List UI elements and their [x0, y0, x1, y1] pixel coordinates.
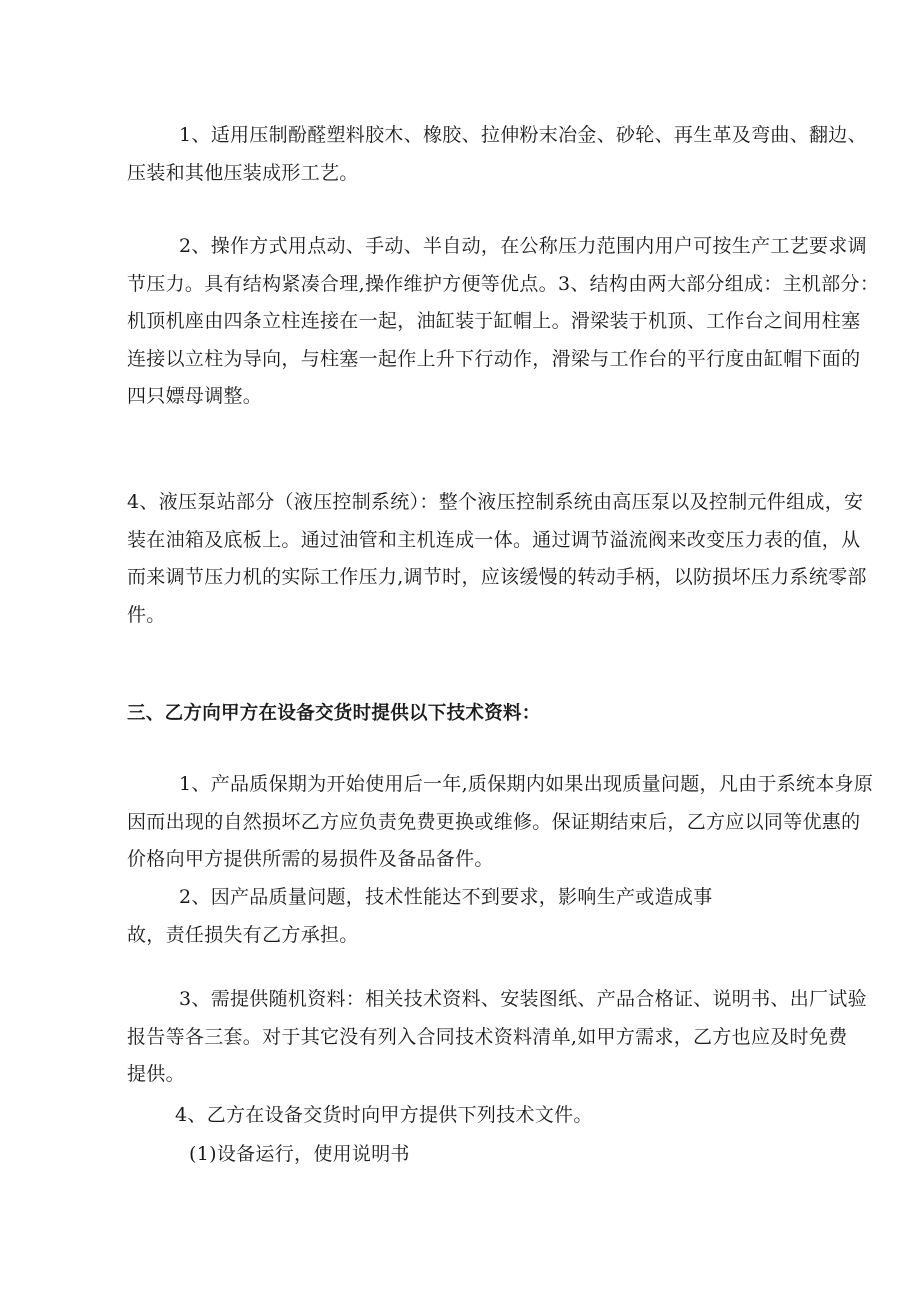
- paragraph-hydraulic-pump: [127, 484, 907, 634]
- text-line: 4、液压泵站部分（液压控制系统）：整个液压控制系统由高压泵以及控制元件组成，安: [127, 491, 864, 513]
- text-line: 3、需提供随机资料：相关技术资料、安装图纸、产品合格证、说明书、出厂试验: [179, 988, 867, 1010]
- text-line: 价格向甲方提供所需的易损件及备品备件。: [127, 848, 494, 870]
- paragraph-technical-files: [127, 1097, 907, 1135]
- section-heading: [127, 695, 907, 733]
- text-line: 报告等各三套。对于其它没有列入合同技术资料清单,如甲方需求，乙方也应及时免费: [127, 1025, 848, 1048]
- text-line: 提供。: [127, 1063, 185, 1085]
- text-line: 因而出现的自然损坏乙方应负责免费更换或维修。保证期结束后，乙方应以同等优惠的: [127, 810, 861, 833]
- text-line: 4、乙方在设备交货时向甲方提供下列技术文件。: [175, 1104, 593, 1126]
- paragraph-application-scope: [127, 117, 907, 192]
- text-line: 而来调节压力机的实际工作压力,调节时，应该缓慢的转动手柄，以防损坏压力系统零部: [127, 566, 867, 588]
- text-line: 件。: [127, 603, 166, 626]
- heading-text: 三、乙方向甲方在设备交货时提供以下技术资料：: [127, 703, 541, 724]
- text-line: 故，责任损失有乙方承担。: [127, 923, 359, 946]
- paragraph-warranty: [127, 766, 907, 879]
- list-item-manual: [127, 1136, 907, 1174]
- text-line: 机顶机座由四条立柱连接在一起，油缸装于缸帽上。滑梁装于机顶、工作台之间用柱塞: [127, 310, 861, 332]
- text-line: 1、产品质保期为开始使用后一年,质保期内如果出现质量问题，凡由于系统本身原: [179, 773, 874, 795]
- paragraph-documentation: [127, 981, 907, 1094]
- text-line: 2、因产品质量问题，技术性能达不到要求，影响生产或造成事: [179, 886, 713, 908]
- paragraph-quality-liability: [127, 879, 907, 954]
- text-line: 节压力。具有结构紧凑合理,操作维护方便等优点。3、结构由两大部分组成：主机部分：: [127, 272, 880, 295]
- text-line: 装在油箱及底板上。通过油管和主机连成一体。通过调节溢流阀来改变压力表的值，从: [127, 528, 861, 551]
- text-line: 连接以立柱为导向，与柱塞一起作上升下行动作，滑梁与工作台的平行度由缸帽下面的: [127, 347, 861, 370]
- paragraph-operation-structure: [127, 228, 907, 416]
- text-line: 四只嫖母调整。: [127, 385, 263, 407]
- text-line: 压装和其他压装成形工艺。: [127, 161, 359, 184]
- text-line: 2、操作方式用点动、手动、半自动，在公称压力范围内用户可按生产工艺要求调: [179, 235, 867, 257]
- text-line: (1)设备运行，使用说明书: [189, 1143, 410, 1165]
- text-line: 1、适用压制酚醛塑料胶木、橡胶、拉伸粉末冶金、砂轮、再生革及弯曲、翻边、: [179, 124, 867, 146]
